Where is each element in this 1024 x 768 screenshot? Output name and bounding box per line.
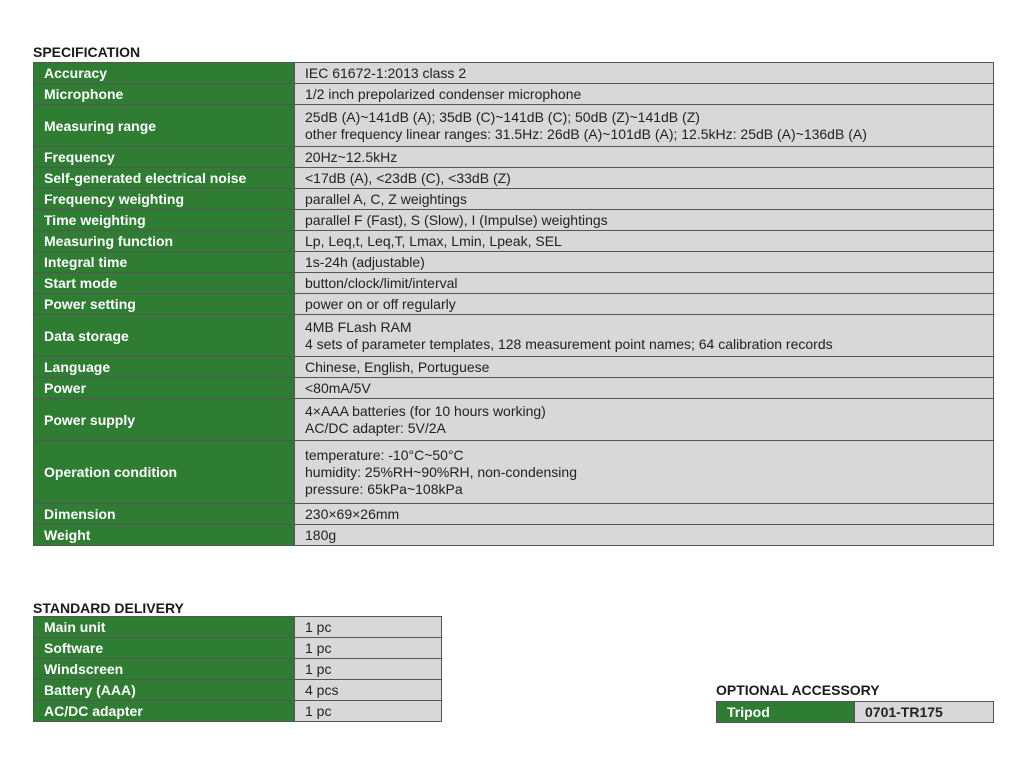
spec-label-language: Language (34, 357, 295, 378)
spec-label-frequency-weighting: Frequency weighting (34, 189, 295, 210)
spec-value-operation-condition: temperature: -10°C~50°C humidity: 25%RH~90%RH, non-condensing pressure: 65kPa~108kPa (295, 441, 994, 504)
delivery-label-battery: Battery (AAA) (34, 680, 295, 701)
spec-value-microphone: 1/2 inch prepolarized condenser microphone (295, 84, 994, 105)
delivery-row-main-unit (34, 617, 442, 638)
spec-row-start-mode (34, 273, 994, 294)
spec-row-power-supply (34, 399, 994, 441)
spec-row-measuring-function (34, 231, 994, 252)
spec-label-weight: Weight (34, 525, 295, 546)
spec-value-electrical-noise: <17dB (A), <23dB (C), <33dB (Z) (295, 168, 994, 189)
spec-row-power (34, 378, 994, 399)
spec-row-time-weighting (34, 210, 994, 231)
spec-value-dimension: 230×69×26mm (295, 504, 994, 525)
delivery-label-main-unit: Main unit (34, 617, 295, 638)
optional-accessory-title: OPTIONAL ACCESSORY (716, 682, 880, 698)
spec-value-frequency: 20Hz~12.5kHz (295, 147, 994, 168)
optional-row-tripod (717, 702, 994, 723)
spec-label-power-setting: Power setting (34, 294, 295, 315)
spec-label-power: Power (34, 378, 295, 399)
delivery-label-software: Software (34, 638, 295, 659)
spec-label-accuracy: Accuracy (34, 63, 295, 84)
spec-row-measuring-range (34, 105, 994, 147)
spec-row-power-setting (34, 294, 994, 315)
standard-delivery-table (33, 616, 442, 722)
spec-row-frequency (34, 147, 994, 168)
spec-row-integral-time (34, 252, 994, 273)
spec-row-frequency-weighting (34, 189, 994, 210)
spec-label-integral-time: Integral time (34, 252, 295, 273)
spec-label-dimension: Dimension (34, 504, 295, 525)
delivery-value-windscreen: 1 pc (295, 659, 442, 680)
spec-label-measuring-function: Measuring function (34, 231, 295, 252)
spec-value-weight: 180g (295, 525, 994, 546)
delivery-label-adapter: AC/DC adapter (34, 701, 295, 722)
spec-row-language (34, 357, 994, 378)
delivery-row-adapter (34, 701, 442, 722)
delivery-row-battery (34, 680, 442, 701)
delivery-label-windscreen: Windscreen (34, 659, 295, 680)
specification-table (33, 62, 994, 546)
spec-label-power-supply: Power supply (34, 399, 295, 441)
spec-value-time-weighting: parallel F (Fast), S (Slow), I (Impulse) weightings (295, 210, 994, 231)
spec-row-dimension (34, 504, 994, 525)
spec-row-operation-condition (34, 441, 994, 504)
optional-value-tripod: 0701-TR175 (855, 702, 994, 723)
spec-label-operation-condition: Operation condition (34, 441, 295, 504)
standard-delivery-title: STANDARD DELIVERY (33, 600, 184, 616)
spec-row-accuracy (34, 63, 994, 84)
spec-label-start-mode: Start mode (34, 273, 295, 294)
spec-value-power-setting: power on or off regularly (295, 294, 994, 315)
spec-label-electrical-noise: Self-generated electrical noise (34, 168, 295, 189)
spec-row-weight (34, 525, 994, 546)
spec-row-electrical-noise (34, 168, 994, 189)
delivery-value-main-unit: 1 pc (295, 617, 442, 638)
spec-label-measuring-range: Measuring range (34, 105, 295, 147)
spec-value-accuracy: IEC 61672-1:2013 class 2 (295, 63, 994, 84)
delivery-row-software (34, 638, 442, 659)
spec-label-data-storage: Data storage (34, 315, 295, 357)
spec-row-microphone (34, 84, 994, 105)
delivery-row-windscreen (34, 659, 442, 680)
spec-value-start-mode: button/clock/limit/interval (295, 273, 994, 294)
spec-value-language: Chinese, English, Portuguese (295, 357, 994, 378)
spec-value-measuring-function: Lp, Leq,t, Leq,T, Lmax, Lmin, Lpeak, SEL (295, 231, 994, 252)
spec-label-frequency: Frequency (34, 147, 295, 168)
specification-title: SPECIFICATION (33, 44, 141, 60)
spec-value-data-storage: 4MB FLash RAM 4 sets of parameter templates, 128 measurement point names; 64 calibration records (295, 315, 994, 357)
spec-value-power: <80mA/5V (295, 378, 994, 399)
delivery-value-battery: 4 pcs (295, 680, 442, 701)
spec-value-power-supply: 4×AAA batteries (for 10 hours working) AC/DC adapter: 5V/2A (295, 399, 994, 441)
spec-row-data-storage (34, 315, 994, 357)
delivery-value-adapter: 1 pc (295, 701, 442, 722)
optional-accessory-table (716, 701, 994, 723)
delivery-value-software: 1 pc (295, 638, 442, 659)
spec-value-integral-time: 1s-24h (adjustable) (295, 252, 994, 273)
spec-label-time-weighting: Time weighting (34, 210, 295, 231)
spec-value-measuring-range: 25dB (A)~141dB (A); 35dB (C)~141dB (C); 50dB (Z)~141dB (Z) other frequency linear ranges: 31.5Hz: 26dB (A)~101dB (A); 12.5kHz: 25dB (A)~136dB (A) (295, 105, 994, 147)
optional-label-tripod: Tripod (717, 702, 855, 723)
spec-value-frequency-weighting: parallel A, C, Z weightings (295, 189, 994, 210)
spec-label-microphone: Microphone (34, 84, 295, 105)
